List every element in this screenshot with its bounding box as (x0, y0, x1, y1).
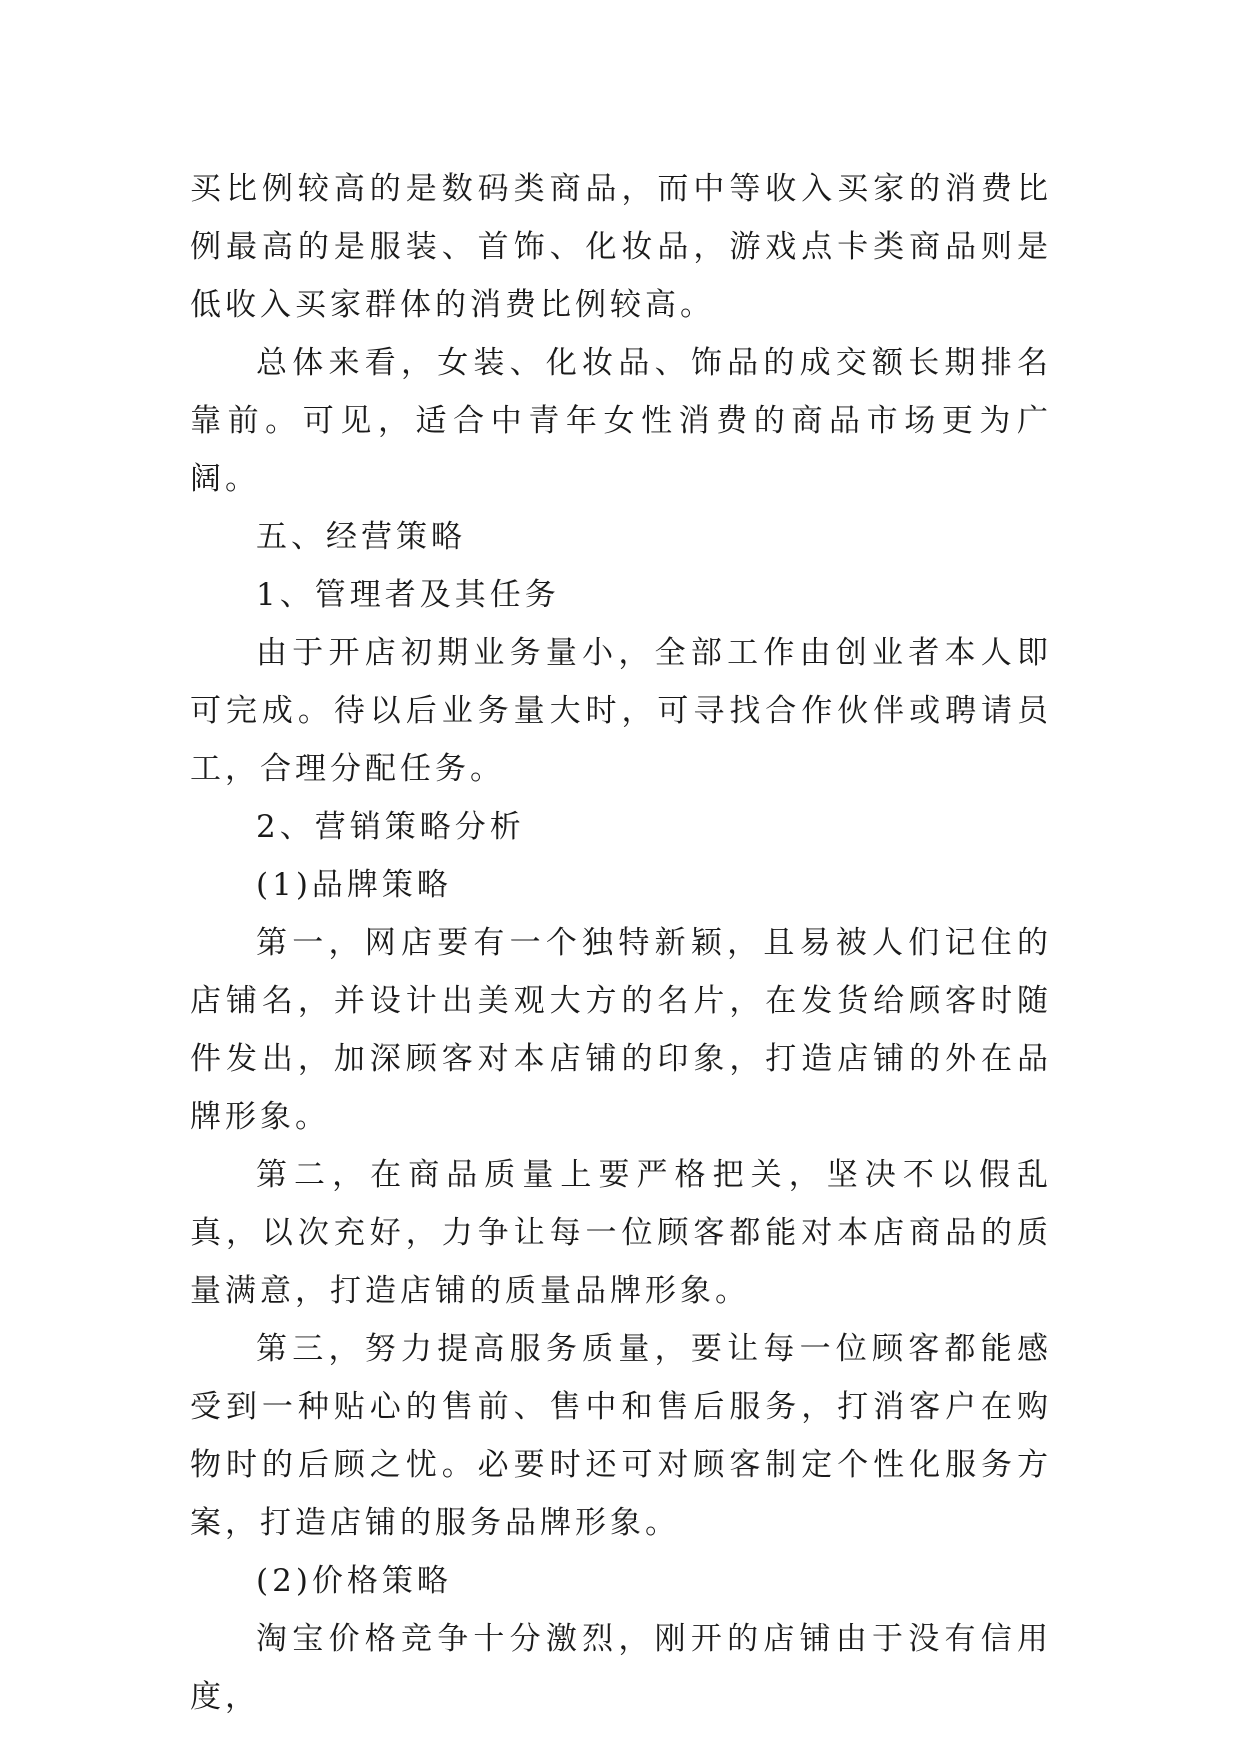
paragraph: 淘宝价格竞争十分激烈，刚开的店铺由于没有信用度， (190, 1621, 1052, 1715)
paragraph: 第三，努力提高服务质量，要让每一位顾客都能感受到一种贴心的售前、售中和售后服务，打消客户在购物时的后顾之忧。必要时还可对顾客制定个性化服务方案，打造店铺的服务品牌形象。 (190, 1331, 1052, 1541)
section-heading: 五、经营策略 (256, 519, 466, 555)
subsection-heading: 2、营销策略分析 (256, 809, 525, 845)
paragraph: 第一，网店要有一个独特新颖，且易被人们记住的店铺名，并设计出美观大方的名片，在发货给顾客时随件发出，加深顾客对本店铺的印象，打造店铺的外在品牌形象。 (190, 925, 1052, 1135)
paragraph: 总体来看，女装、化妆品、饰品的成交额长期排名靠前。可见，适合中青年女性消费的商品市场更为广阔。 (190, 345, 1052, 497)
item-heading: (1)品牌策略 (256, 867, 452, 903)
subsection-heading: 1、管理者及其任务 (256, 577, 560, 613)
paragraph: 买比例较高的是数码类商品，而中等收入买家的消费比例最高的是服装、首饰、化妆品，游戏点卡类商品则是低收入买家群体的消费比例较高。 (190, 171, 1052, 323)
document-body (190, 160, 1052, 1726)
paragraph: 第二，在商品质量上要严格把关，坚决不以假乱真，以次充好，力争让每一位顾客都能对本店商品的质量满意，打造店铺的质量品牌形象。 (190, 1157, 1052, 1309)
paragraph: 由于开店初期业务量小，全部工作由创业者本人即可完成。待以后业务量大时，可寻找合作伙伴或聘请员工，合理分配任务。 (190, 635, 1052, 787)
item-heading: (2)价格策略 (256, 1563, 452, 1599)
